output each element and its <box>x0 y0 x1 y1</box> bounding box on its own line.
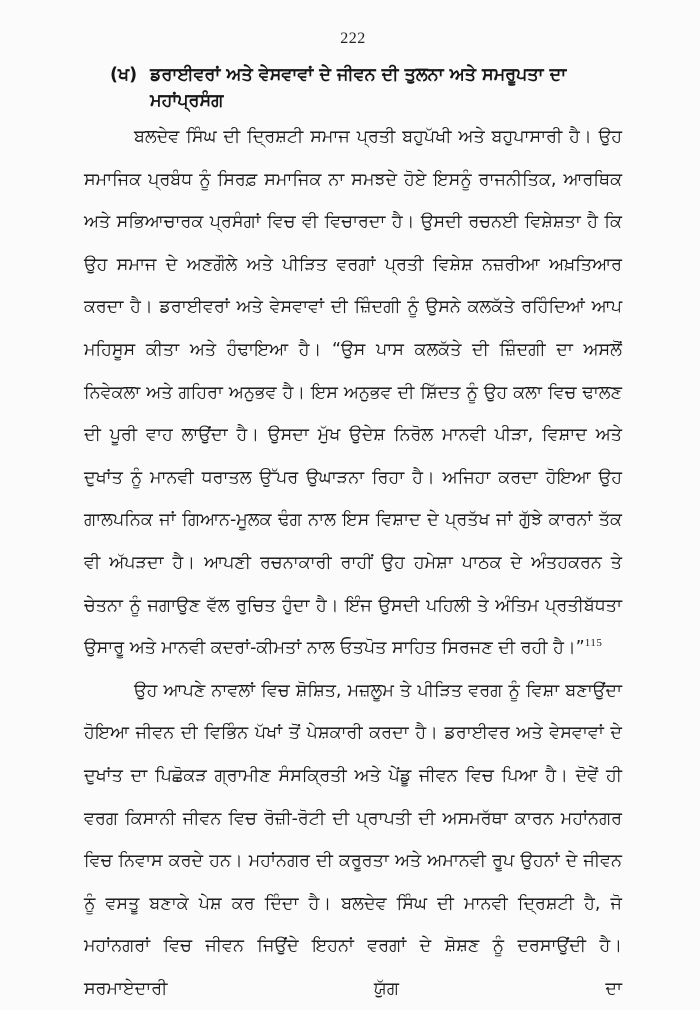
footnote-reference: 115 <box>584 637 603 650</box>
body-text <box>84 116 622 1010</box>
paragraph-2 <box>84 670 622 1010</box>
paragraph-1 <box>84 116 622 670</box>
section-heading-label: (ਖ) <box>110 65 138 85</box>
page-number: 222 <box>340 30 366 47</box>
paragraph-1-text: ਬਲਦੇਵ ਸਿੰਘ ਦੀ ਦ੍ਰਿਸ਼ਟੀ ਸਮਾਜ ਪ੍ਰਤੀ ਬਹੁਪੱਖੀ ਅਤੇ ਬਹੁਪਾਸਾਰੀ ਹੈ। ਉਹ ਸਮਾਜਿਕ ਪ੍ਰਬੰਧ ਨੂੰ ਸਿਰਫ਼ ਸਮਾਜਿਕ ਨਾ ਸਮਝਦੇ ਹੋਏ ਇਸਨੂੰ ਰਾਜਨੀਤਿਕ, ਆਰਥਿਕ ਅਤੇ ਸਭਿਆਚਾਰਕ ਪ੍ਰਸੰਗਾਂ ਵਿਚ ਵੀ ਵਿਚਾਰਦਾ ਹੈ। ਉਸਦੀ ਰਚਨਈ ਵਿਸ਼ੇਸ਼ਤਾ ਹੈ ਕਿ ਉਹ ਸਮਾਜ ਦੇ ਅਣਗੌਲੇ ਅਤੇ ਪੀੜਿਤ ਵਰਗਾਂ ਪ੍ਰਤੀ ਵਿਸ਼ੇਸ਼ ਨਜ਼ਰੀਆ ਅਖ਼ਤਿਆਰ ਕਰਦਾ ਹੈ। ਡਰਾਈਵਰਾਂ ਅਤੇ ਵੇਸਵਾਵਾਂ ਦੀ ਜ਼ਿੰਦਗੀ ਨੂੰ ਉਸਨੇ ਕਲਕੱਤੇ ਰਹਿੰਦਿਆਂ ਆਪ ਮਹਿਸੂਸ ਕੀਤਾ ਅਤੇ ਹੰਢਾਇਆ ਹੈ। “ਉਸ ਪਾਸ ਕਲਕੱਤੇ ਦੀ ਜ਼ਿੰਦਗੀ ਦਾ ਅਸਲੋਂ ਨਿਵੇਕਲਾ ਅਤੇ ਗਹਿਰਾ ਅਨੁਭਵ ਹੈ। ਇਸ ਅਨੁਭਵ ਦੀ ਸ਼ਿੱਦਤ ਨੂੰ ਉਹ ਕਲਾ ਵਿਚ ਢਾਲਣ ਦੀ ਪੂਰੀ ਵਾਹ ਲਾਉਂਦਾ ਹੈ। ਉਸਦਾ ਮੁੱਖ ਉਦੇਸ਼ ਨਿਰੋਲ ਮਾਨਵੀ ਪੀੜਾ, ਵਿਸ਼ਾਦ ਅਤੇ ਦੁਖਾਂਤ ਨੂੰ ਮਾਨਵੀ ਧਰਾਤਲ ਉੱਪਰ ਉਘਾੜਨਾ ਰਿਹਾ ਹੈ। ਅਜਿਹਾ ਕਰਦਾ ਹੋਇਆ ਉਹ ਗਾਲਪਨਿਕ ਜਾਂ ਗਿਆਨ-ਮੂਲਕ ਢੰਗ ਨਾਲ ਇਸ ਵਿਸ਼ਾਦ ਦੇ ਪ੍ਰਤੱਖ ਜਾਂ ਗੁੱਝੇ ਕਾਰਨਾਂ ਤੱਕ ਵੀ ਅੱਪੜਦਾ ਹੈ। ਆਪਣੀ ਰਚਨਾਕਾਰੀ ਰਾਹੀਂ ਉਹ ਹਮੇਸ਼ਾ ਪਾਠਕ ਦੇ ਅੰਤਹਕਰਨ ਤੇ ਚੇਤਨਾ ਨੂੰ ਜਗਾਉਣ ਵੱਲ ਰੁਚਿਤ ਹੁੰਦਾ ਹੈ। ਇੰਜ ਉਸਦੀ ਪਹਿਲੀ ਤੇ ਅੰਤਿਮ ਪ੍ਰਤੀਬੱਧਤਾ ਉਸਾਰੂ ਅਤੇ ਮਾਨਵੀ ਕਦਰਾਂ-ਕੀਮਤਾਂ ਨਾਲ ਓਤਪੋਤ ਸਾਹਿਤ ਸਿਰਜਣ ਦੀ ਰਹੀ ਹੈ।” <box>84 127 622 659</box>
section-heading-title: ਡਰਾਈਵਰਾਂ ਅਤੇ ਵੇਸਵਾਵਾਂ ਦੇ ਜੀਵਨ ਦੀ ਤੁਲਨਾ ਅਤੇ ਸਮਰੂਪਤਾ ਦਾ ਮਹਾਂਪ੍ਰਸੰਗ <box>150 65 567 111</box>
section-heading <box>110 62 622 114</box>
paragraph-2-text: ਉਹ ਆਪਣੇ ਨਾਵਲਾਂ ਵਿਚ ਸ਼ੋਸ਼ਿਤ, ਮਜ਼ਲੂਮ ਤੇ ਪੀੜਿਤ ਵਰਗ ਨੂੰ ਵਿਸ਼ਾ ਬਣਾਉਂਦਾ ਹੋਇਆ ਜੀਵਨ ਦੀ ਵਿਭਿੰਨ ਪੱਖਾਂ ਤੋਂ ਪੇਸ਼ਕਾਰੀ ਕਰਦਾ ਹੈ। ਡਰਾਈਵਰ ਅਤੇ ਵੇਸਵਾਵਾਂ ਦੇ ਦੁਖਾਂਤ ਦਾ ਪਿਛੋਕੜ ਗ੍ਰਾਮੀਣ ਸੰਸਕ੍ਰਿਤੀ ਅਤੇ ਪੇਂਡੂ ਜੀਵਨ ਵਿਚ ਪਿਆ ਹੈ। ਦੋਵੇਂ ਹੀ ਵਰਗ ਕਿਸਾਨੀ ਜੀਵਨ ਵਿਚ ਰੋਜ਼ੀ-ਰੋਟੀ ਦੀ ਪ੍ਰਾਪਤੀ ਦੀ ਅਸਮਰੱਥਾ ਕਾਰਨ ਮਹਾਂਨਗਰ ਵਿਚ ਨਿਵਾਸ ਕਰਦੇ ਹਨ। ਮਹਾਂਨਗਰ ਦੀ ਕਰੂਰਤਾ ਅਤੇ ਅਮਾਨਵੀ ਰੂਪ ਉਹਨਾਂ ਦੇ ਜੀਵਨ ਨੂੰ ਵਸਤੂ ਬਣਾਕੇ ਪੇਸ਼ ਕਰ ਦਿੰਦਾ ਹੈ। ਬਲਦੇਵ ਸਿੰਘ ਦੀ ਮਾਨਵੀ ਦ੍ਰਿਸ਼ਟੀ ਹੈ, ਜੋ ਮਹਾਂਨਗਰਾਂ ਵਿਚ ਜੀਵਨ ਜਿਉਂਦੇ ਇਹਨਾਂ ਵਰਗਾਂ ਦੇ ਸ਼ੋਸ਼ਣ ਨੂੰ ਦਰਸਾਉਂਦੀ ਹੈ। ਸਰਮਾਏਦਾਰੀ ਯੁੱਗ ਦਾ <box>84 680 622 999</box>
